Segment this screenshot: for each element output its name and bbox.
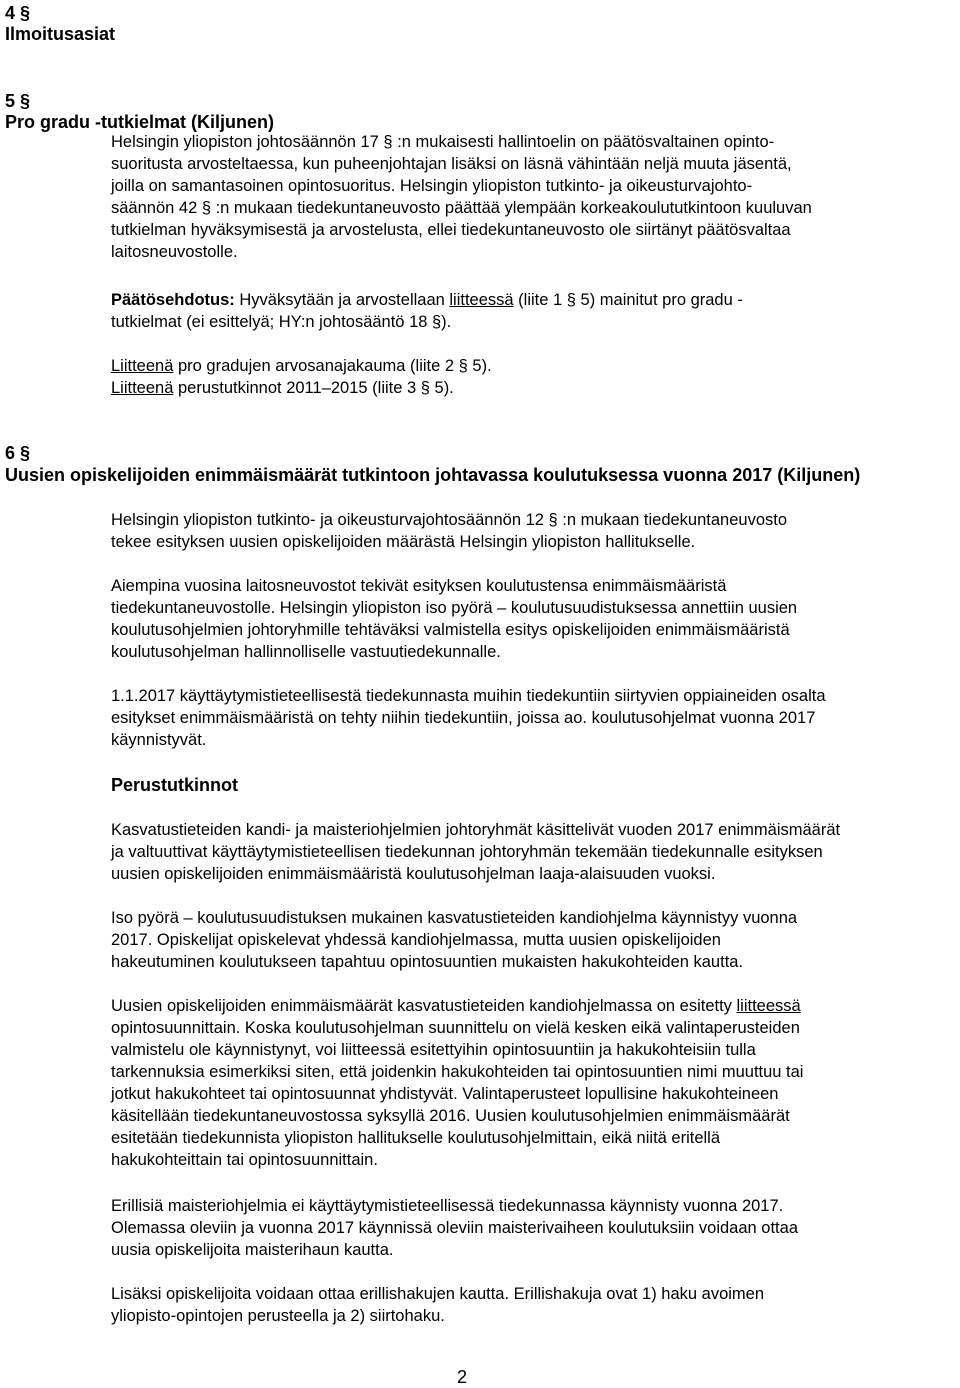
text-line: tutkielman hyväksymisestä ja arvostelusta, ellei tiedekuntaneuvosto ole siirtänyt päätösvaltaa [111,221,791,239]
subheading-perustutkinnot: Perustutkinnot [111,775,239,795]
text-line: uusia opiskelijoita maisterihaun kautta. [111,1241,394,1259]
text-line: Helsingin yliopiston tutkinto- ja oikeusturvajohtosäännön 12 § :n mukaan tiedekuntaneuvosto [111,511,788,529]
text-line: uusien opiskelijoiden enimmäismääristä koulutusohjelman laaja-alaisuuden vuoksi. [111,865,716,883]
text-line: Aiempina vuosina laitosneuvostot tekivät esityksen koulutustensa enimmäismääristä [111,577,727,595]
page-number: 2 [457,1367,468,1387]
text-line: jotkut hakukohteet tai opintosuunnat yhdistyvät. Valintaperusteet lopullisine hakukohteineen [111,1085,779,1103]
text-line: Iso pyörä – koulutusuudistuksen mukainen kasvatustieteiden kandiohjelma käynnistyy vuonna [111,909,798,927]
section-number: 6 [5,443,16,463]
attachment-text: pro gradujen arvosanajakauma (liite 2 § 5). [173,357,492,375]
section-6-title: Uusien opiskelijoiden enimmäismäärät tutkintoon johtavassa koulutuksessa vuonna 2017 (Kiljunen) [5,465,861,485]
attachment-line [111,377,492,399]
section-5-title: Pro gradu -tutkielmat (Kiljunen) [5,112,275,132]
attachment-link[interactable]: Liitteenä [111,357,174,375]
text-line: esitykset enimmäismääristä on tehty niihin tiedekuntiin, joissa ao. koulutusohjelmat vuonna 2017 [111,709,816,727]
section-sign: § [20,3,31,23]
attachment-link[interactable]: liitteessä [449,291,514,309]
section-5-number [5,90,30,112]
text-line: 2017. Opiskelijat opiskelevat yhdessä kandiohjelmassa, mutta uusien opiskelijoiden [111,931,721,949]
text-line: joilla on samantasoinen opintosuoritus. Helsingin yliopiston tutkinto- ja oikeusturvajohto- [111,177,753,195]
text-line: 1.1.2017 käyttäytymistieteellisestä tiedekunnasta muihin tiedekuntiin siirtyvien oppiaineiden osalta [111,687,826,705]
section-6-paragraph-2 [111,575,797,663]
section-4-number [5,2,30,24]
text-line [111,995,803,1017]
text-line: Olemassa oleviin ja vuonna 2017 käynnissä oleviin maisterivaiheen koulutuksiin voidaan ottaa [111,1219,798,1237]
proposal-text: Hyväksytään ja arvostellaan [234,291,450,309]
attachment-link[interactable]: Liitteenä [111,379,174,397]
section-6-paragraph-5 [111,907,797,973]
section-sign: § [20,91,31,111]
proposal-text: tutkielmat (ei esittelyä; HY:n johtosääntö 18 §). [111,313,452,331]
attachment-text: perustutkinnot 2011–2015 (liite 3 § 5). [173,379,454,397]
section-6-paragraph-6 [111,995,803,1171]
attachments-list [111,355,492,399]
section-6-paragraph-1 [111,509,787,553]
text-line: Erillisiä maisteriohjelmia ei käyttäytymistieteellisessä tiedekunnassa käynnisty vuonna 2017. [111,1197,784,1215]
section-5-paragraph-1 [111,131,812,263]
decision-proposal [111,289,743,333]
text-line: Lisäksi opiskelijoita voidaan ottaa erillishakujen kautta. Erillishakuja ovat 1) haku avoimen [111,1285,765,1303]
section-6-paragraph-7 [111,1195,798,1261]
section-6-number [5,442,30,464]
section-6-paragraph-8 [111,1283,764,1327]
text-line: esitetään tiedekunnista yliopiston hallitukselle koulutusohjelmittain, eikä niitä eritellä [111,1129,721,1147]
text-line: yliopisto-opintojen perusteella ja 2) siirtohaku. [111,1307,445,1325]
text-line: hakeutuminen koulutukseen tapahtuu opintosuuntien mukaisten hakukohteiden kautta. [111,953,744,971]
text-line: opintosuunnittain. Koska koulutusohjelman suunnittelu on vielä kesken eikä valintaperusteiden [111,1019,800,1037]
attachment-link[interactable]: liitteessä [736,997,801,1015]
text-line: valmistelu ole käynnistynyt, voi liitteessä esitettyihin opintosuuntiin ja hakukohteisiin tulla [111,1041,756,1059]
text-line: laitosneuvostolle. [111,243,238,261]
section-6-paragraph-3 [111,685,826,751]
text-line: hakukohteittain tai opintosuunnittain. [111,1151,378,1169]
section-number: 4 [5,3,16,23]
text-line: suoritusta arvosteltaessa, kun puheenjohtajan lisäksi on läsnä vähintään neljä muuta jäsentä, [111,155,792,173]
section-4-title: Ilmoitusasiat [5,24,116,44]
attachment-line [111,355,492,377]
text-line: tiedekuntaneuvostolle. Helsingin yliopiston iso pyörä – koulutusuudistuksessa annettiin uusien [111,599,798,617]
text-line: käsitellään tiedekuntaneuvostossa syksyllä 2016. Uusien koulutusohjelmien enimmäismäärät [111,1107,790,1125]
section-number: 5 [5,91,16,111]
text-line: käynnistyvät. [111,731,207,749]
text-line: koulutusohjelman hallinnolliselle vastuutiedekunnalle. [111,643,501,661]
section-6-paragraph-4 [111,819,840,885]
text-line: tarkennuksia esimerkiksi siten, että joidenkin hakukohteiden tai opintosuuntien nimi muuttuu tai [111,1063,804,1081]
text-line: Helsingin yliopiston johtosäännön 17 § :n mukaisesti hallintoelin on päätösvaltainen opinto- [111,133,775,151]
proposal-label: Päätösehdotus: [111,291,235,309]
text-line: koulutusohjelmien johtoryhmille tehtäväksi valmistella esitys opiskelijoiden enimmäismääristä [111,621,790,639]
text-line: säännön 42 § :n mukaan tiedekuntaneuvosto päättää ylempään korkeakoulututkintoon kuuluvan [111,199,812,217]
text-line: ja valtuuttivat käyttäytymistieteellisen tiedekunnan johtoryhmän tekemään tiedekunnalle esityksen [111,843,823,861]
section-sign: § [20,443,31,463]
text-line: Kasvatustieteiden kandi- ja maisteriohjelmien johtoryhmät käsittelivät vuoden 2017 enimmäismäärät [111,821,841,839]
text-span: Uusien opiskelijoiden enimmäismäärät kasvatustieteiden kandiohjelmassa on esitetty [111,997,737,1015]
proposal-text: (liite 1 § 5) mainitut pro gradu - [513,291,743,309]
text-line: tekee esityksen uusien opiskelijoiden määrästä Helsingin yliopiston hallitukselle. [111,533,696,551]
